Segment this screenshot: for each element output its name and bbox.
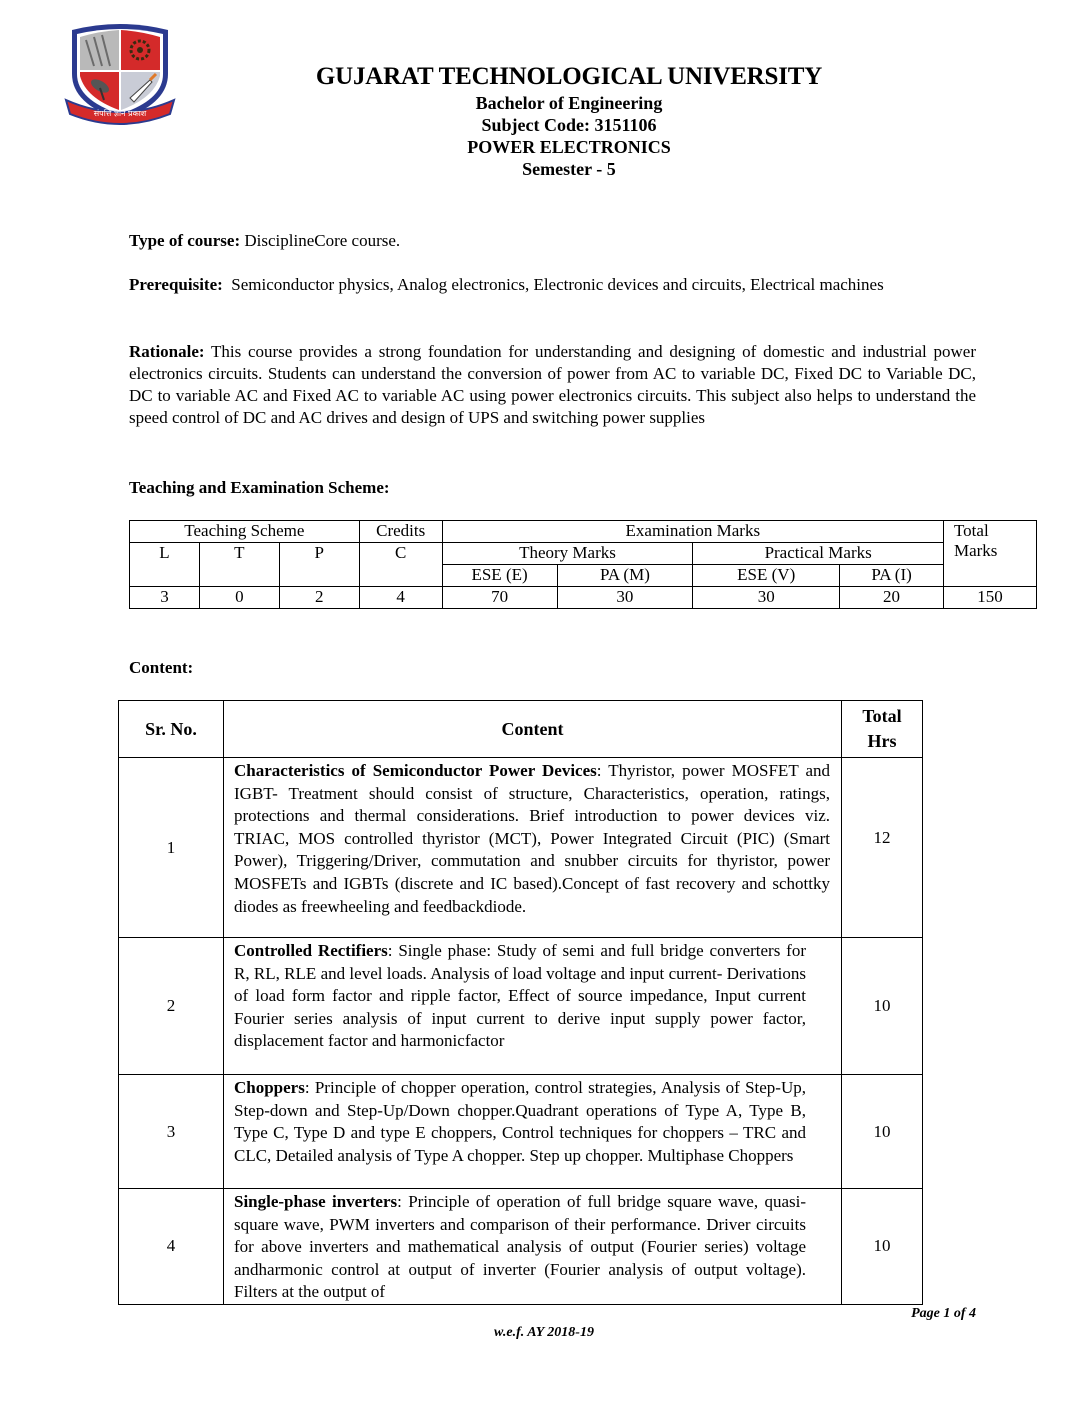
- l-value: 3: [130, 587, 200, 609]
- credits-header: Credits: [359, 521, 442, 543]
- semester: Semester - 5: [522, 159, 616, 179]
- course-type-label: Type of course:: [129, 231, 241, 250]
- teaching-scheme-table: [129, 520, 1037, 609]
- content-description: [224, 938, 842, 1075]
- p-value: 2: [279, 587, 359, 609]
- content-description: [224, 758, 842, 938]
- course-type-value: DisciplineCore course.: [244, 231, 401, 250]
- ese-e-value: 70: [442, 587, 557, 609]
- table-row: [119, 758, 923, 938]
- prerequisite-value: Semiconductor physics, Analog electronics, Electronic devices and circuits, Electrical machines: [231, 275, 884, 294]
- topic-text: : Single phase: Study of semi and full bridge converters for R, RL, RLE and level loads. Analysis of load voltage and input current- Derivations of load form factor and ripple factor, Effect of source impedance, Input current Fourier series analysis of input current to derive input supply power factor, displacement factor and harmonicfactor: [234, 941, 807, 1051]
- theory-marks-header: Theory Marks: [442, 543, 693, 565]
- content-description: [224, 1075, 842, 1189]
- content-table: [118, 700, 923, 1305]
- t-value: 0: [199, 587, 279, 609]
- total-hrs-header: [842, 701, 923, 758]
- ese-e-header: ESE (E): [442, 565, 557, 587]
- total-hrs-line1: Total: [862, 706, 902, 726]
- examination-marks-header: Examination Marks: [442, 521, 943, 543]
- teaching-scheme-header: Teaching Scheme: [130, 521, 360, 543]
- course-type: [129, 230, 976, 252]
- content-header: Content: [224, 701, 842, 758]
- sr-no: 2: [119, 938, 224, 1075]
- table-row: [119, 1189, 923, 1305]
- total-hrs-line2: Hrs: [867, 731, 897, 751]
- topic-title: Choppers: [234, 1078, 305, 1097]
- t-header: T: [199, 543, 279, 587]
- content-description: [224, 1189, 842, 1305]
- university-name: GUJARAT TECHNOLOGICAL UNIVERSITY: [315, 63, 823, 90]
- sr-no: 1: [119, 758, 224, 938]
- rationale-label: Rationale:: [129, 342, 205, 361]
- topic-text: : Principle of operation of full bridge square wave, quasi-square wave, PWM inverters and comparison of their performance. Driver circuits for above inverters and mathematical analysis of output (Fourier series) voltage andharmonic control at output of inverter (Fourier analysis of output voltage). Filters at the output of: [234, 1192, 806, 1302]
- total-marks-header: [943, 521, 1036, 587]
- rationale-value: This course provides a strong foundation for understanding and designing of domestic and industrial power electronics circuits. Students can understand the conversion of power from AC to variable DC, Fixed DC to Variable DC, DC to variable AC and Fixed AC to variable AC using power electronics circuits. This subject also helps to understand the speed control of DC and AC drives and design of UPS and switching power supplies: [129, 342, 976, 427]
- ese-v-header: ESE (V): [693, 565, 840, 587]
- c-header: C: [359, 543, 442, 587]
- topic-text: : Thyristor, power MOSFET and IGBT- Treatment should consist of structure, Characteristics, operation, ratings, protections and thermal considerations. Brief introduction to power devices viz. TRIAC, MOS controlled thyristor (MCT), Power Integrated Circuit (PIC) (Smart Power), Triggering/Driver, commutation and snubber circuits for thyristor, power MOSFETs and IGBTs (discrete and IC based).Concept of fast recovery and schottky diodes as freewheeling and feedbackdiode.: [234, 761, 830, 916]
- hours: 12: [842, 758, 923, 938]
- hours: 10: [842, 938, 923, 1075]
- practical-marks-header: Practical Marks: [693, 543, 944, 565]
- p-header: P: [279, 543, 359, 587]
- subject-name: POWER ELECTRONICS: [467, 137, 671, 157]
- sr-no: 4: [119, 1189, 224, 1305]
- svg-text:संपत्ति ज्ञान प्रकाश: संपत्ति ज्ञान प्रकाश: [93, 109, 147, 118]
- total-marks-line2: Marks: [953, 541, 998, 560]
- pa-i-header: PA (I): [840, 565, 944, 587]
- total-value: 150: [943, 587, 1036, 609]
- l-header: L: [130, 543, 200, 587]
- hours: 10: [842, 1189, 923, 1305]
- sr-no: 3: [119, 1075, 224, 1189]
- topic-title: Controlled Rectifiers: [234, 941, 388, 960]
- effective-year: w.e.f. AY 2018-19: [494, 1325, 594, 1340]
- page-number: Page 1 of 4: [911, 1306, 976, 1321]
- topic-text: : Principle of chopper operation, control strategies, Analysis of Step-Up, Step-down and Step-Up/Down chopper.Quadrant operations of Type A, Type B, Type C, Type D and type E choppers, Control techniques for choppers – TRC and CLC, Detailed analysis of Type A chopper. Step up chopper. Multiphase Choppers: [234, 1078, 806, 1165]
- pa-i-value: 20: [840, 587, 944, 609]
- degree-name: Bachelor of Engineering: [475, 93, 663, 113]
- subject-code: Subject Code: 3151106: [481, 115, 657, 135]
- topic-title: Characteristics of Semiconductor Power Devices: [234, 761, 597, 780]
- rationale: [129, 341, 976, 429]
- table-row: [119, 938, 923, 1075]
- hours: 10: [842, 1075, 923, 1189]
- pa-m-value: 30: [557, 587, 693, 609]
- document-header: [0, 62, 1088, 180]
- content-heading: Content:: [129, 658, 194, 677]
- topic-title: Single-phase inverters: [234, 1192, 398, 1211]
- table-row: [119, 1075, 923, 1189]
- sr-no-header: Sr. No.: [119, 701, 224, 758]
- prerequisite-label: Prerequisite:: [129, 275, 223, 294]
- scheme-heading: Teaching and Examination Scheme:: [129, 478, 390, 497]
- c-value: 4: [359, 587, 442, 609]
- total-marks-line1: Total: [953, 521, 989, 540]
- prerequisite: [129, 274, 929, 296]
- pa-m-header: PA (M): [557, 565, 693, 587]
- ese-v-value: 30: [693, 587, 840, 609]
